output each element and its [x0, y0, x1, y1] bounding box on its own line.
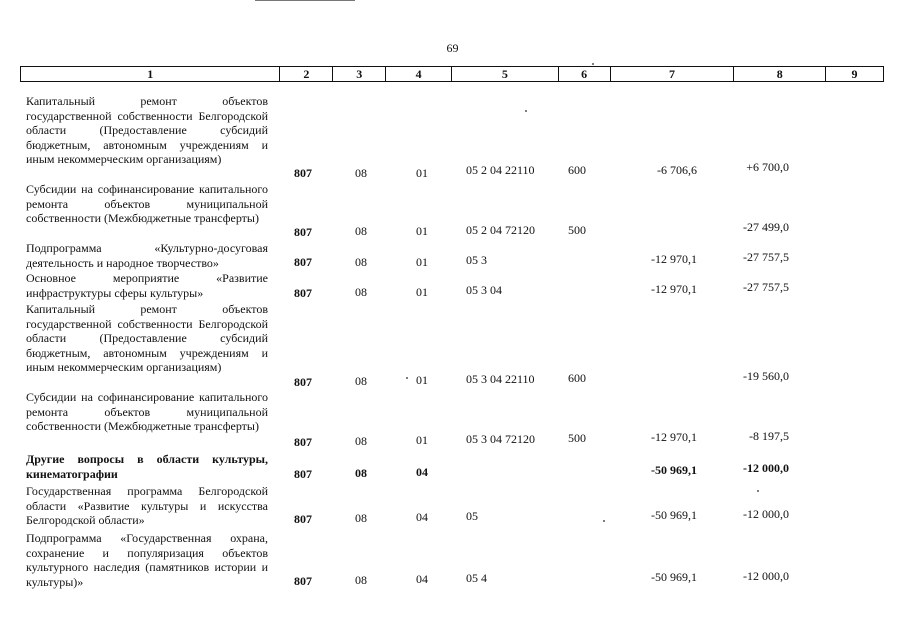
amount-col-8: -27 757,5 [743, 280, 789, 294]
section-code: 08 [355, 285, 367, 299]
page-number: 69 [446, 41, 459, 55]
row-description: Подпрограмма «Государственная охрана, сохранение и популяризация объектов культурного наследия (памятников истории и культуры)» [26, 531, 268, 589]
section-code: 08 [355, 511, 367, 525]
expense-type: 600 [568, 371, 586, 385]
row-description: Другие вопросы в области культуры, кинематографии [26, 452, 268, 481]
amount-col-7: -12 970,1 [651, 282, 697, 296]
header-col-8: 8 [734, 67, 826, 81]
amount-col-8: +6 700,0 [746, 160, 789, 174]
scan-speck [757, 490, 759, 492]
section-code: 08 [355, 573, 367, 587]
amount-col-7: -50 969,1 [651, 463, 697, 477]
ministry-code: 807 [294, 166, 312, 180]
target-article: 05 3 04 [466, 283, 502, 297]
table-header [20, 66, 884, 82]
row-description: Капитальный ремонт объектов государственной собственности Белгородской области (Предоставление субсидий бюджетным, автономным учреждениям и иным некоммерческим организациям) [26, 94, 268, 166]
subsection-code: 01 [416, 166, 428, 180]
ministry-code: 807 [294, 286, 312, 300]
row-description: Государственная программа Белгородской области «Развитие культуры и искусства Белгородской области» [26, 484, 268, 527]
ministry-code: 807 [294, 255, 312, 269]
amount-col-8: -27 757,5 [743, 250, 789, 264]
amount-col-7: -6 706,6 [657, 163, 697, 177]
row-description: Капитальный ремонт объектов государственной собственности Белгородской области (Предоставление субсидий бюджетным, автономным учреждениям и иным некоммерческим организациям) [26, 302, 268, 374]
amount-col-8: -12 000,0 [743, 507, 789, 521]
target-article: 05 2 04 22110 [466, 163, 535, 177]
row-description: Основное мероприятие «Развитие инфраструктуры сферы культуры» [26, 271, 268, 300]
row-description: Подпрограмма «Культурно-досуговая деятельность и народное творчество» [26, 241, 268, 270]
subsection-code: 01 [416, 433, 428, 447]
subsection-code: 01 [416, 373, 428, 387]
scan-speck [603, 520, 605, 522]
ministry-code: 807 [294, 574, 312, 588]
subsection-code: 01 [416, 255, 428, 269]
section-code: 08 [355, 255, 367, 269]
ministry-code: 807 [294, 375, 312, 389]
section-code: 08 [355, 434, 367, 448]
target-article: 05 3 04 22110 [466, 372, 535, 386]
ministry-code: 807 [294, 467, 312, 481]
target-article: 05 [466, 509, 478, 523]
header-col-3: 3 [333, 67, 386, 81]
ministry-code: 807 [294, 435, 312, 449]
subsection-code: 01 [416, 285, 428, 299]
expense-type: 600 [568, 163, 586, 177]
row-description: Субсидии на софинансирование капитального ремонта объектов муниципальной собственности (Межбюджетные трансферты) [26, 182, 268, 225]
expense-type: 500 [568, 223, 586, 237]
section-code: 08 [355, 466, 367, 480]
amount-col-7: -50 969,1 [651, 570, 697, 584]
target-article: 05 3 04 72120 [466, 432, 535, 446]
header-col-9: 9 [851, 66, 858, 81]
amount-col-7: -50 969,1 [651, 508, 697, 522]
header-col-5: 5 [452, 67, 559, 81]
scan-speck [525, 110, 527, 112]
header-col-1: 1 [21, 67, 280, 81]
target-article: 05 2 04 72120 [466, 223, 535, 237]
row-description: Субсидии на софинансирование капитального ремонта объектов муниципальной собственности (Межбюджетные трансферты) [26, 390, 268, 433]
scan-speck [592, 63, 594, 65]
header-col-2: 2 [280, 67, 333, 81]
top-rule [255, 0, 355, 1]
expense-type: 500 [568, 431, 586, 445]
header-col-6: 6 [559, 67, 611, 81]
target-article: 05 3 [466, 253, 487, 267]
subsection-code: 04 [416, 465, 428, 479]
amount-col-8: -8 197,5 [749, 429, 789, 443]
header-col-4: 4 [386, 67, 452, 81]
section-code: 08 [355, 166, 367, 180]
subsection-code: 04 [416, 572, 428, 586]
amount-col-8: -27 499,0 [743, 220, 789, 234]
ministry-code: 807 [294, 225, 312, 239]
amount-col-7: -12 970,1 [651, 252, 697, 266]
amount-col-8: -19 560,0 [743, 369, 789, 383]
scan-speck [406, 377, 408, 379]
section-code: 08 [355, 224, 367, 238]
amount-col-8: -12 000,0 [743, 461, 789, 475]
header-col-7: 7 [611, 67, 735, 81]
amount-col-8: -12 000,0 [743, 569, 789, 583]
subsection-code: 01 [416, 224, 428, 238]
subsection-code: 04 [416, 510, 428, 524]
amount-col-7: -12 970,1 [651, 430, 697, 444]
ministry-code: 807 [294, 512, 312, 526]
section-code: 08 [355, 374, 367, 388]
target-article: 05 4 [466, 571, 487, 585]
